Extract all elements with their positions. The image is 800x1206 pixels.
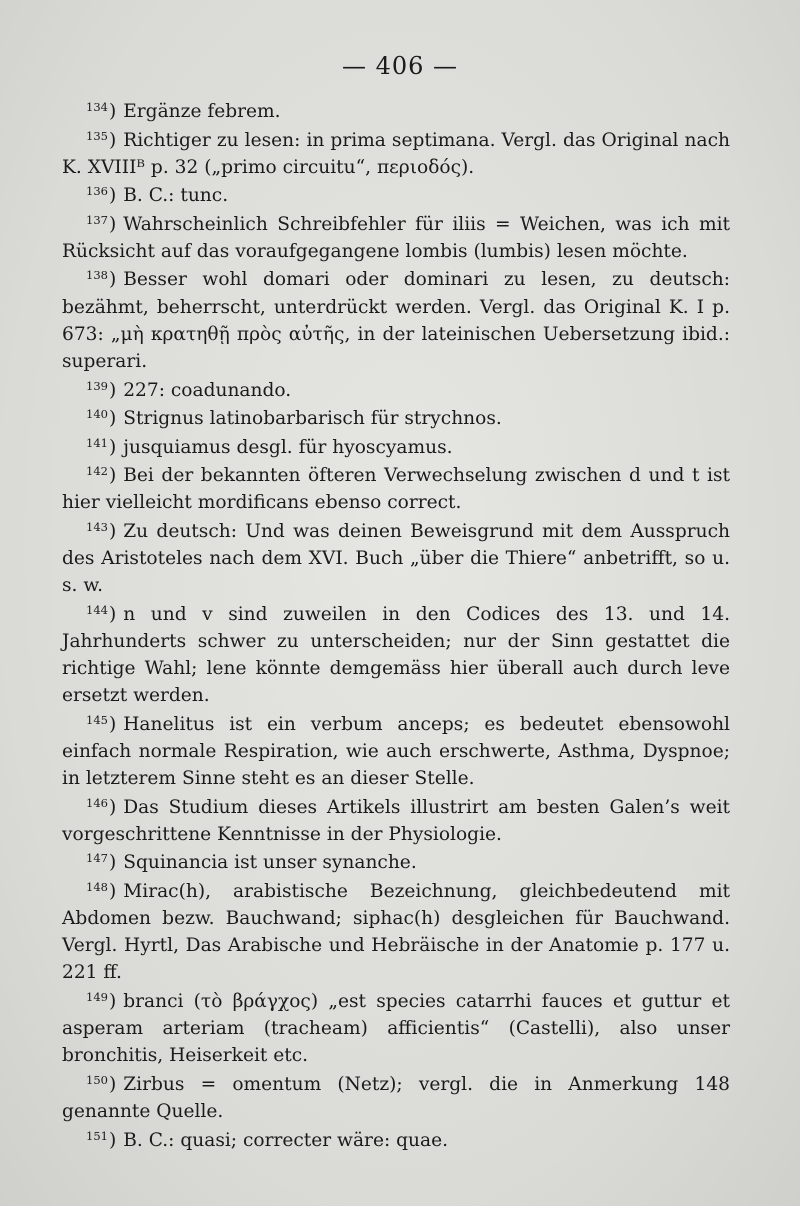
- footnote-text: Ergänze febrem.: [123, 101, 281, 122]
- footnote-text: Hanelitus ist ein verbum anceps; es bedeutet ebensowohl einfach normale Respiration, wie auch erschwerte, Asthma, Dyspnoe; in letzterem Sinne steht es an dieser Stelle.: [62, 713, 730, 790]
- footnote-text: Wahrscheinlich Schreibfehler für iliis = Weichen, was ich mit Rücksicht auf das voraufgegangene lombis (lumbis) lesen möchte.: [62, 213, 730, 262]
- footnote-number: 136: [86, 184, 108, 199]
- footnote-number: 144: [86, 602, 108, 617]
- footnote-paren: ): [108, 269, 117, 291]
- footnote-text: Squinancia ist unser synanche.: [123, 852, 417, 874]
- footnote-text: Strignus latinobarbarisch für strychnos.: [123, 408, 502, 430]
- footnote-text: Richtiger zu lesen: in prima septimana. Vergl. das Original nach K. XVIIIᴮ p. 32 („primo circuitu“, περιοδός).: [62, 129, 730, 178]
- footnote-paren: ): [108, 713, 117, 735]
- footnote-number: 134: [86, 100, 108, 114]
- footnote-number: 141: [86, 435, 108, 450]
- footnote-text: Bei der bekannten öfteren Verwechselung zwischen d und t ist hier vielleicht mordificans ebenso correct.: [62, 465, 730, 514]
- footnote-text: Mirac(h), arabistische Bezeichnung, gleichbedeutend mit Abdomen bezw. Bauchwand; siphac(h) desgleichen für Bauchwand. Vergl. Hyrtl, Das Arabische und Hebräische in der Anatomie p. 177 u. 221 ff.: [62, 880, 730, 984]
- footnote: [62, 211, 730, 265]
- footnote: [62, 462, 730, 516]
- footnote-text: Zu deutsch: Und was deinen Beweisgrund mit dem Ausspruch des Aristoteles nach dem XVI. Buch „über die Thiere“ anbetrifft, so u. s. w.: [62, 520, 730, 597]
- footnote-number: 139: [86, 378, 108, 393]
- footnote-text: 227: coadunando.: [123, 379, 292, 401]
- footnote: [62, 849, 730, 876]
- footnote-text: Das Studium dieses Artikels illustrirt am besten Galen’s weit vorgeschrittene Kenntnisse in der Physiologie.: [62, 796, 730, 845]
- footnote: [62, 794, 730, 848]
- footnote-paren: ): [108, 880, 117, 902]
- footnote-paren: ): [108, 213, 117, 235]
- footnote: [62, 878, 730, 987]
- footnote: [62, 266, 730, 375]
- footnote: [62, 405, 730, 432]
- footnote-number: 142: [86, 464, 108, 479]
- footnote-number: 151: [86, 1128, 108, 1143]
- footnote: [62, 601, 730, 710]
- footnote: [62, 1071, 730, 1125]
- footnote-text: branci (τὸ βράγχος) „est species catarrhi fauces et guttur et asperam arteriam (tracheam) afficientis“ (Castelli), also unser bronchitis, Heiserkeit etc.: [62, 990, 730, 1067]
- footnote: [62, 1127, 730, 1154]
- page-number: — 406 —: [341, 52, 459, 80]
- footnote-text: n und v sind zuweilen in den Codices des 13. und 14. Jahrhunderts schwer zu unterscheiden; nur der Sinn gestattet die richtige Wahl; lene könnte demgemäss hier überall auch durch leve ersetzt werden.: [62, 603, 730, 707]
- footnote-text: B. C.: tunc.: [123, 185, 229, 207]
- footnote-text: Besser wohl domari oder dominari zu lesen, zu deutsch: bezähmt, beherrscht, unterdrückt werden. Vergl. das Original K. I p. 673: „μὴ κρατηθῇ πρὸς αὐτῆς, in der lateinischen Uebersetzung ibid.: superari.: [62, 269, 730, 373]
- footnote-number: 149: [86, 989, 108, 1004]
- footnote-paren: ): [108, 990, 117, 1012]
- footnote-paren: ): [108, 603, 117, 625]
- footnote: [62, 988, 730, 1070]
- footnote-paren: ): [108, 436, 117, 458]
- footnote: [62, 377, 730, 404]
- footnote: [62, 182, 730, 209]
- footnote-text: B. C.: quasi; correcter wäre: quae.: [123, 1129, 449, 1151]
- footnotes-list: [62, 98, 730, 1155]
- footnote-text: Zirbus = omentum (Netz); vergl. die in Anmerkung 148 genannte Quelle.: [62, 1073, 730, 1123]
- footnote: [62, 711, 730, 793]
- footnote-number: 140: [86, 407, 108, 422]
- footnote: [62, 518, 730, 600]
- footnote: [62, 434, 730, 461]
- footnote-number: 150: [86, 1072, 108, 1087]
- footnote-paren: ): [108, 520, 117, 542]
- footnote-paren: ): [108, 1129, 117, 1151]
- footnote-number: 135: [86, 128, 108, 143]
- footnote-number: 147: [86, 851, 108, 866]
- footnote-number: 148: [86, 879, 108, 894]
- footnote-number: 143: [86, 519, 108, 534]
- footnote-number: 145: [86, 712, 108, 727]
- footnote-paren: ): [108, 852, 117, 874]
- footnote: [62, 127, 730, 181]
- footnote-paren: ): [108, 101, 117, 122]
- footnote-paren: ): [108, 129, 117, 151]
- footnote-paren: ): [108, 796, 117, 818]
- footnote-paren: ): [108, 1073, 117, 1095]
- footnote-number: 138: [86, 268, 108, 283]
- footnote-paren: ): [108, 379, 117, 401]
- footnote-paren: ): [108, 408, 117, 430]
- footnote-text: jusquiamus desgl. für hyoscyamus.: [123, 436, 453, 458]
- footnote: [62, 98, 730, 125]
- footnote-number: 137: [86, 212, 108, 227]
- footnote-paren: ): [108, 465, 117, 487]
- footnote-number: 146: [86, 795, 108, 810]
- footnote-paren: ): [108, 185, 117, 207]
